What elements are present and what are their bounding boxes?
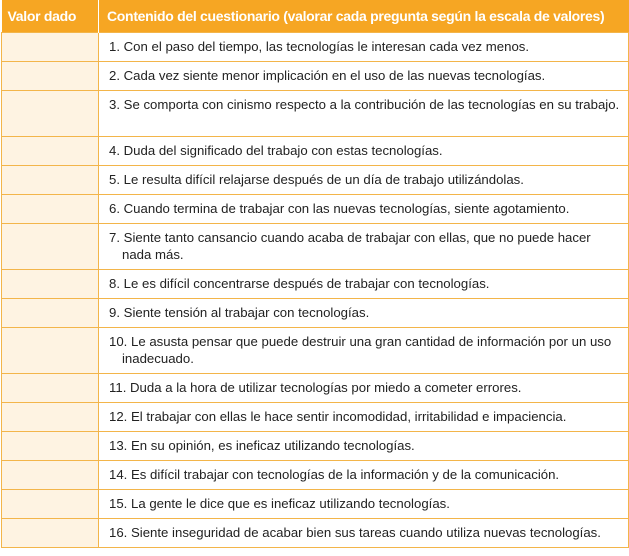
value-input-cell-11[interactable] bbox=[2, 374, 99, 403]
question-row-2 bbox=[2, 62, 629, 91]
question-text-12: 12. El trabajar con ellas le hace sentir incomodidad, irritabilidad e impaciencia. bbox=[109, 409, 567, 424]
question-cell-1 bbox=[99, 33, 629, 62]
question-row-6 bbox=[2, 195, 629, 224]
question-text-14: 14. Es difícil trabajar con tecnologías de la información y de la comunicación. bbox=[109, 467, 560, 482]
question-row-16 bbox=[2, 519, 629, 548]
value-input-cell-2[interactable] bbox=[2, 62, 99, 91]
value-input-cell-8[interactable] bbox=[2, 270, 99, 299]
question-text-6: 6. Cuando termina de trabajar con las nuevas tecnologías, siente agotamiento. bbox=[109, 201, 570, 216]
value-column-header: Valor dado bbox=[2, 0, 99, 33]
question-text-11: 11. Duda a la hora de utilizar tecnologías por miedo a cometer errores. bbox=[109, 380, 522, 395]
question-cell-12 bbox=[99, 403, 629, 432]
question-text-15: 15. La gente le dice que es ineficaz utilizando tecnologías. bbox=[109, 496, 450, 511]
question-text-9: 9. Siente tensión al trabajar con tecnologías. bbox=[109, 305, 370, 320]
question-row-12 bbox=[2, 403, 629, 432]
questionnaire-table bbox=[1, 0, 629, 548]
question-text-13: 13. En su opinión, es ineficaz utilizando tecnologías. bbox=[109, 438, 415, 453]
question-cell-10 bbox=[99, 328, 629, 374]
question-text-16: 16. Siente inseguridad de acabar bien sus tareas cuando utiliza nuevas tecnologías. bbox=[109, 525, 601, 540]
question-text-1: 1. Con el paso del tiempo, las tecnologías le interesan cada vez menos. bbox=[109, 39, 530, 54]
question-row-14 bbox=[2, 461, 629, 490]
question-cell-9 bbox=[99, 299, 629, 328]
value-input-cell-1[interactable] bbox=[2, 33, 99, 62]
question-cell-14 bbox=[99, 461, 629, 490]
question-row-4 bbox=[2, 137, 629, 166]
question-text-7: 7. Siente tanto cansancio cuando acaba de trabajar con ellas, que no puede hacer nada más. bbox=[109, 230, 591, 262]
question-cell-11 bbox=[99, 374, 629, 403]
question-row-8 bbox=[2, 270, 629, 299]
question-cell-4 bbox=[99, 137, 629, 166]
question-cell-5 bbox=[99, 166, 629, 195]
question-cell-16 bbox=[99, 519, 629, 548]
question-cell-2 bbox=[99, 62, 629, 91]
question-cell-13 bbox=[99, 432, 629, 461]
value-input-cell-5[interactable] bbox=[2, 166, 99, 195]
question-row-13 bbox=[2, 432, 629, 461]
question-text-10: 10. Le asusta pensar que puede destruir una gran cantidad de información por un uso inadecuado. bbox=[109, 334, 612, 366]
value-input-cell-13[interactable] bbox=[2, 432, 99, 461]
question-text-5: 5. Le resulta difícil relajarse después de un día de trabajo utilizándolas. bbox=[109, 172, 524, 187]
value-input-cell-15[interactable] bbox=[2, 490, 99, 519]
question-row-5 bbox=[2, 166, 629, 195]
value-input-cell-9[interactable] bbox=[2, 299, 99, 328]
question-row-1 bbox=[2, 33, 629, 62]
question-row-11 bbox=[2, 374, 629, 403]
question-text-3: 3. Se comporta con cinismo respecto a la contribución de las tecnologías en su trabajo. bbox=[109, 97, 620, 112]
value-input-cell-3[interactable] bbox=[2, 91, 99, 137]
value-input-cell-7[interactable] bbox=[2, 224, 99, 270]
content-column-header: Contenido del cuestionario (valorar cada pregunta según la escala de valores) bbox=[99, 0, 629, 33]
question-row-9 bbox=[2, 299, 629, 328]
value-input-cell-14[interactable] bbox=[2, 461, 99, 490]
value-input-cell-16[interactable] bbox=[2, 519, 99, 548]
question-cell-6 bbox=[99, 195, 629, 224]
question-row-3 bbox=[2, 91, 629, 137]
header-row bbox=[2, 0, 629, 33]
value-input-cell-6[interactable] bbox=[2, 195, 99, 224]
question-text-8: 8. Le es difícil concentrarse después de trabajar con tecnologías. bbox=[109, 276, 490, 291]
question-text-2: 2. Cada vez siente menor implicación en el uso de las nuevas tecnologías. bbox=[109, 68, 546, 83]
question-cell-7 bbox=[99, 224, 629, 270]
value-input-cell-4[interactable] bbox=[2, 137, 99, 166]
value-input-cell-12[interactable] bbox=[2, 403, 99, 432]
question-row-15 bbox=[2, 490, 629, 519]
question-row-10 bbox=[2, 328, 629, 374]
question-text-4: 4. Duda del significado del trabajo con estas tecnologías. bbox=[109, 143, 443, 158]
question-cell-8 bbox=[99, 270, 629, 299]
value-input-cell-10[interactable] bbox=[2, 328, 99, 374]
question-row-7 bbox=[2, 224, 629, 270]
question-cell-3 bbox=[99, 91, 629, 137]
question-cell-15 bbox=[99, 490, 629, 519]
